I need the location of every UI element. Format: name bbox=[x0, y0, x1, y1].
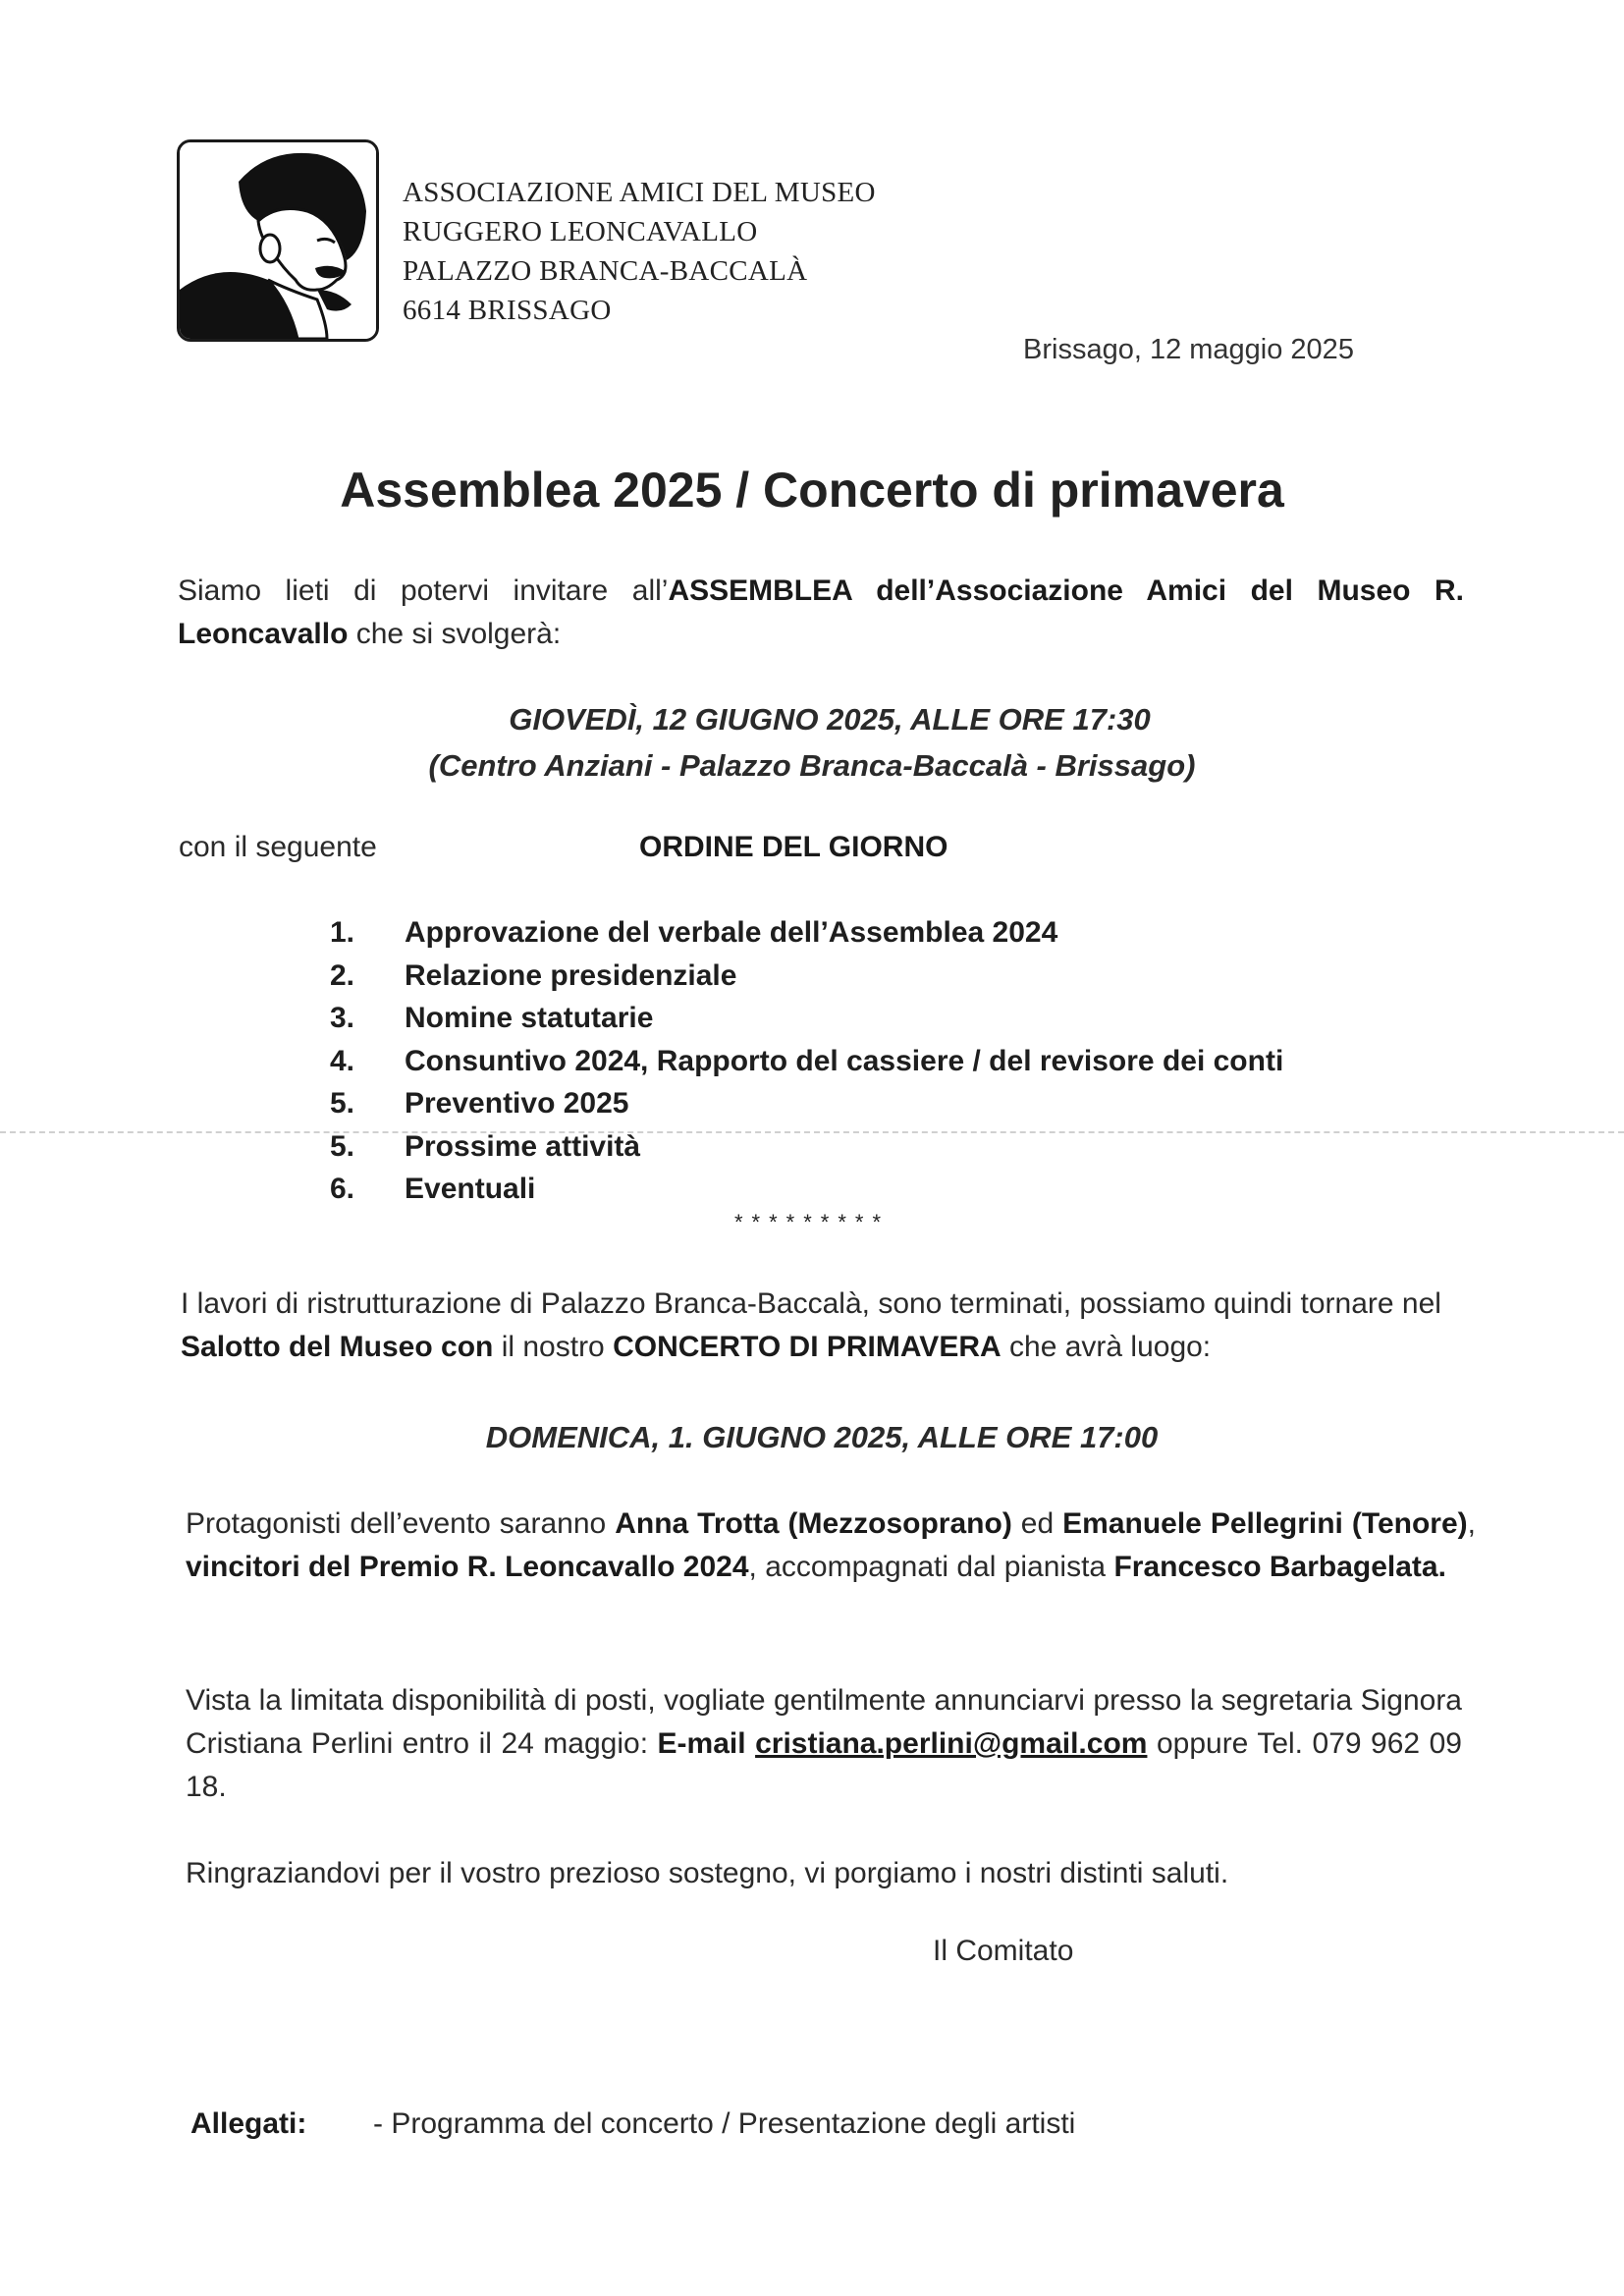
text-run: Protagonisti dell’evento saranno bbox=[186, 1507, 616, 1540]
agenda-item-text: Nomine statutarie bbox=[405, 1002, 654, 1034]
agenda-item-text: Eventuali bbox=[405, 1173, 536, 1205]
agenda-item bbox=[330, 1087, 1283, 1130]
agenda-item-text: Relazione presidenziale bbox=[405, 958, 737, 992]
letterhead-address bbox=[403, 173, 876, 330]
agenda-item-number: 6. bbox=[330, 1173, 355, 1205]
agenda-intro: con il seguente bbox=[179, 831, 377, 863]
bold-run: (Tenore) bbox=[1351, 1507, 1468, 1540]
bold-run: ASSEMBLEA dell’Associazione Amici del Museo R. Leoncavallo bbox=[178, 574, 1464, 650]
association-logo bbox=[177, 139, 379, 342]
bold-run: E-mail bbox=[657, 1727, 746, 1760]
text-run bbox=[1343, 1507, 1352, 1540]
agenda-item bbox=[330, 1045, 1283, 1088]
agenda-item-number: 2. bbox=[330, 958, 355, 992]
text-run: che avrà luogo: bbox=[1001, 1331, 1212, 1363]
letterhead-line: ASSOCIAZIONE AMICI DEL MUSEO bbox=[403, 177, 876, 208]
bold-run: CONCERTO DI PRIMAVERA bbox=[613, 1331, 1001, 1363]
assembly-datetime: GIOVEDÌ, 12 GIUGNO 2025, ALLE ORE 17:30 bbox=[509, 702, 1151, 737]
leoncavallo-caricature-icon bbox=[180, 142, 376, 339]
agenda-item-number: 4. bbox=[330, 1044, 355, 1077]
letter-title: Assemblea 2025 / Concerto di primavera bbox=[340, 463, 1284, 518]
attachments-text: - Programma del concerto / Presentazione degli artisti bbox=[373, 2107, 1076, 2140]
text-run bbox=[746, 1727, 756, 1760]
agenda-item-number: 5. bbox=[330, 1129, 355, 1163]
agenda-item bbox=[330, 1130, 1283, 1174]
agenda-item bbox=[330, 1173, 1283, 1216]
agenda-item-text: Approvazione del verbale dell’Assemblea 2024 bbox=[405, 916, 1058, 949]
letterhead-line: PALAZZO BRANCA-BACCALÀ bbox=[403, 255, 808, 287]
bold-run: Francesco Barbagelata. bbox=[1113, 1551, 1446, 1583]
text-run: ed bbox=[1011, 1507, 1063, 1540]
concert-paragraph bbox=[181, 1283, 1467, 1369]
assembly-location: (Centro Anziani - Palazzo Branca-Baccalà - Brissago) bbox=[428, 748, 1196, 783]
registration-paragraph bbox=[186, 1679, 1462, 1809]
agenda-item bbox=[330, 1002, 1283, 1045]
text-run: oppure Tel. 079 962 09 18. bbox=[186, 1727, 1462, 1803]
agenda-heading: ORDINE DEL GIORNO bbox=[639, 831, 948, 863]
agenda-item-number: 1. bbox=[330, 916, 355, 949]
agenda-item bbox=[330, 959, 1283, 1003]
section-separator: ********* bbox=[733, 1210, 891, 1234]
letterhead-line: 6614 BRISSAGO bbox=[403, 295, 612, 326]
letter-date: Brissago, 12 maggio 2025 bbox=[1023, 334, 1354, 365]
text-run: I lavori di ristrutturazione di Palazzo Branca-Baccalà, sono terminati, possiamo quindi tornare nel bbox=[181, 1287, 1441, 1320]
agenda-item bbox=[330, 916, 1283, 959]
text-run: che si svolgerà: bbox=[348, 618, 562, 650]
text-run: , accompagnati dal pianista bbox=[748, 1551, 1114, 1583]
invitation-paragraph bbox=[178, 570, 1464, 656]
concert-datetime: DOMENICA, 1. GIUGNO 2025, ALLE ORE 17:00 bbox=[485, 1420, 1159, 1454]
email-link[interactable]: cristiana.perlini@gmail.com bbox=[755, 1727, 1148, 1760]
letterhead-line: RUGGERO LEONCAVALLO bbox=[403, 216, 758, 247]
agenda-item-text: Preventivo 2025 bbox=[405, 1087, 629, 1120]
text-run: , bbox=[1467, 1507, 1476, 1540]
text-run: il nostro bbox=[493, 1331, 614, 1363]
bold-run: Anna Trotta (Mezzosoprano) bbox=[615, 1507, 1012, 1540]
agenda-item-number: 5. bbox=[330, 1087, 355, 1120]
signature: Il Comitato bbox=[933, 1935, 1074, 1967]
bold-run: Emanuele Pellegrini bbox=[1062, 1507, 1343, 1540]
thanks-paragraph: Ringraziandovi per il vostro prezioso sostegno, vi porgiamo i nostri distinti saluti. bbox=[186, 1857, 1229, 1889]
agenda-item-number: 3. bbox=[330, 1002, 355, 1034]
agenda-item-text: Consuntivo 2024, Rapporto del cassiere / del revisore dei conti bbox=[405, 1044, 1284, 1077]
bold-run: Salotto del Museo con bbox=[181, 1331, 494, 1363]
bold-run: vincitori del Premio R. Leoncavallo 2024 bbox=[186, 1551, 749, 1583]
artists-paragraph bbox=[186, 1503, 1476, 1589]
text-run: Vista la limitata disponibilità di posti, vogliate gentilmente annunciarvi presso la segretaria Signora Cristiana Perlini entro il 24 maggio: bbox=[186, 1684, 1462, 1760]
agenda-item-text: Prossime attività bbox=[405, 1129, 641, 1163]
attachments-label: Allegati: bbox=[190, 2107, 307, 2140]
agenda-list bbox=[330, 916, 1283, 1216]
text-run: Siamo lieti di potervi invitare all’ bbox=[178, 574, 669, 607]
